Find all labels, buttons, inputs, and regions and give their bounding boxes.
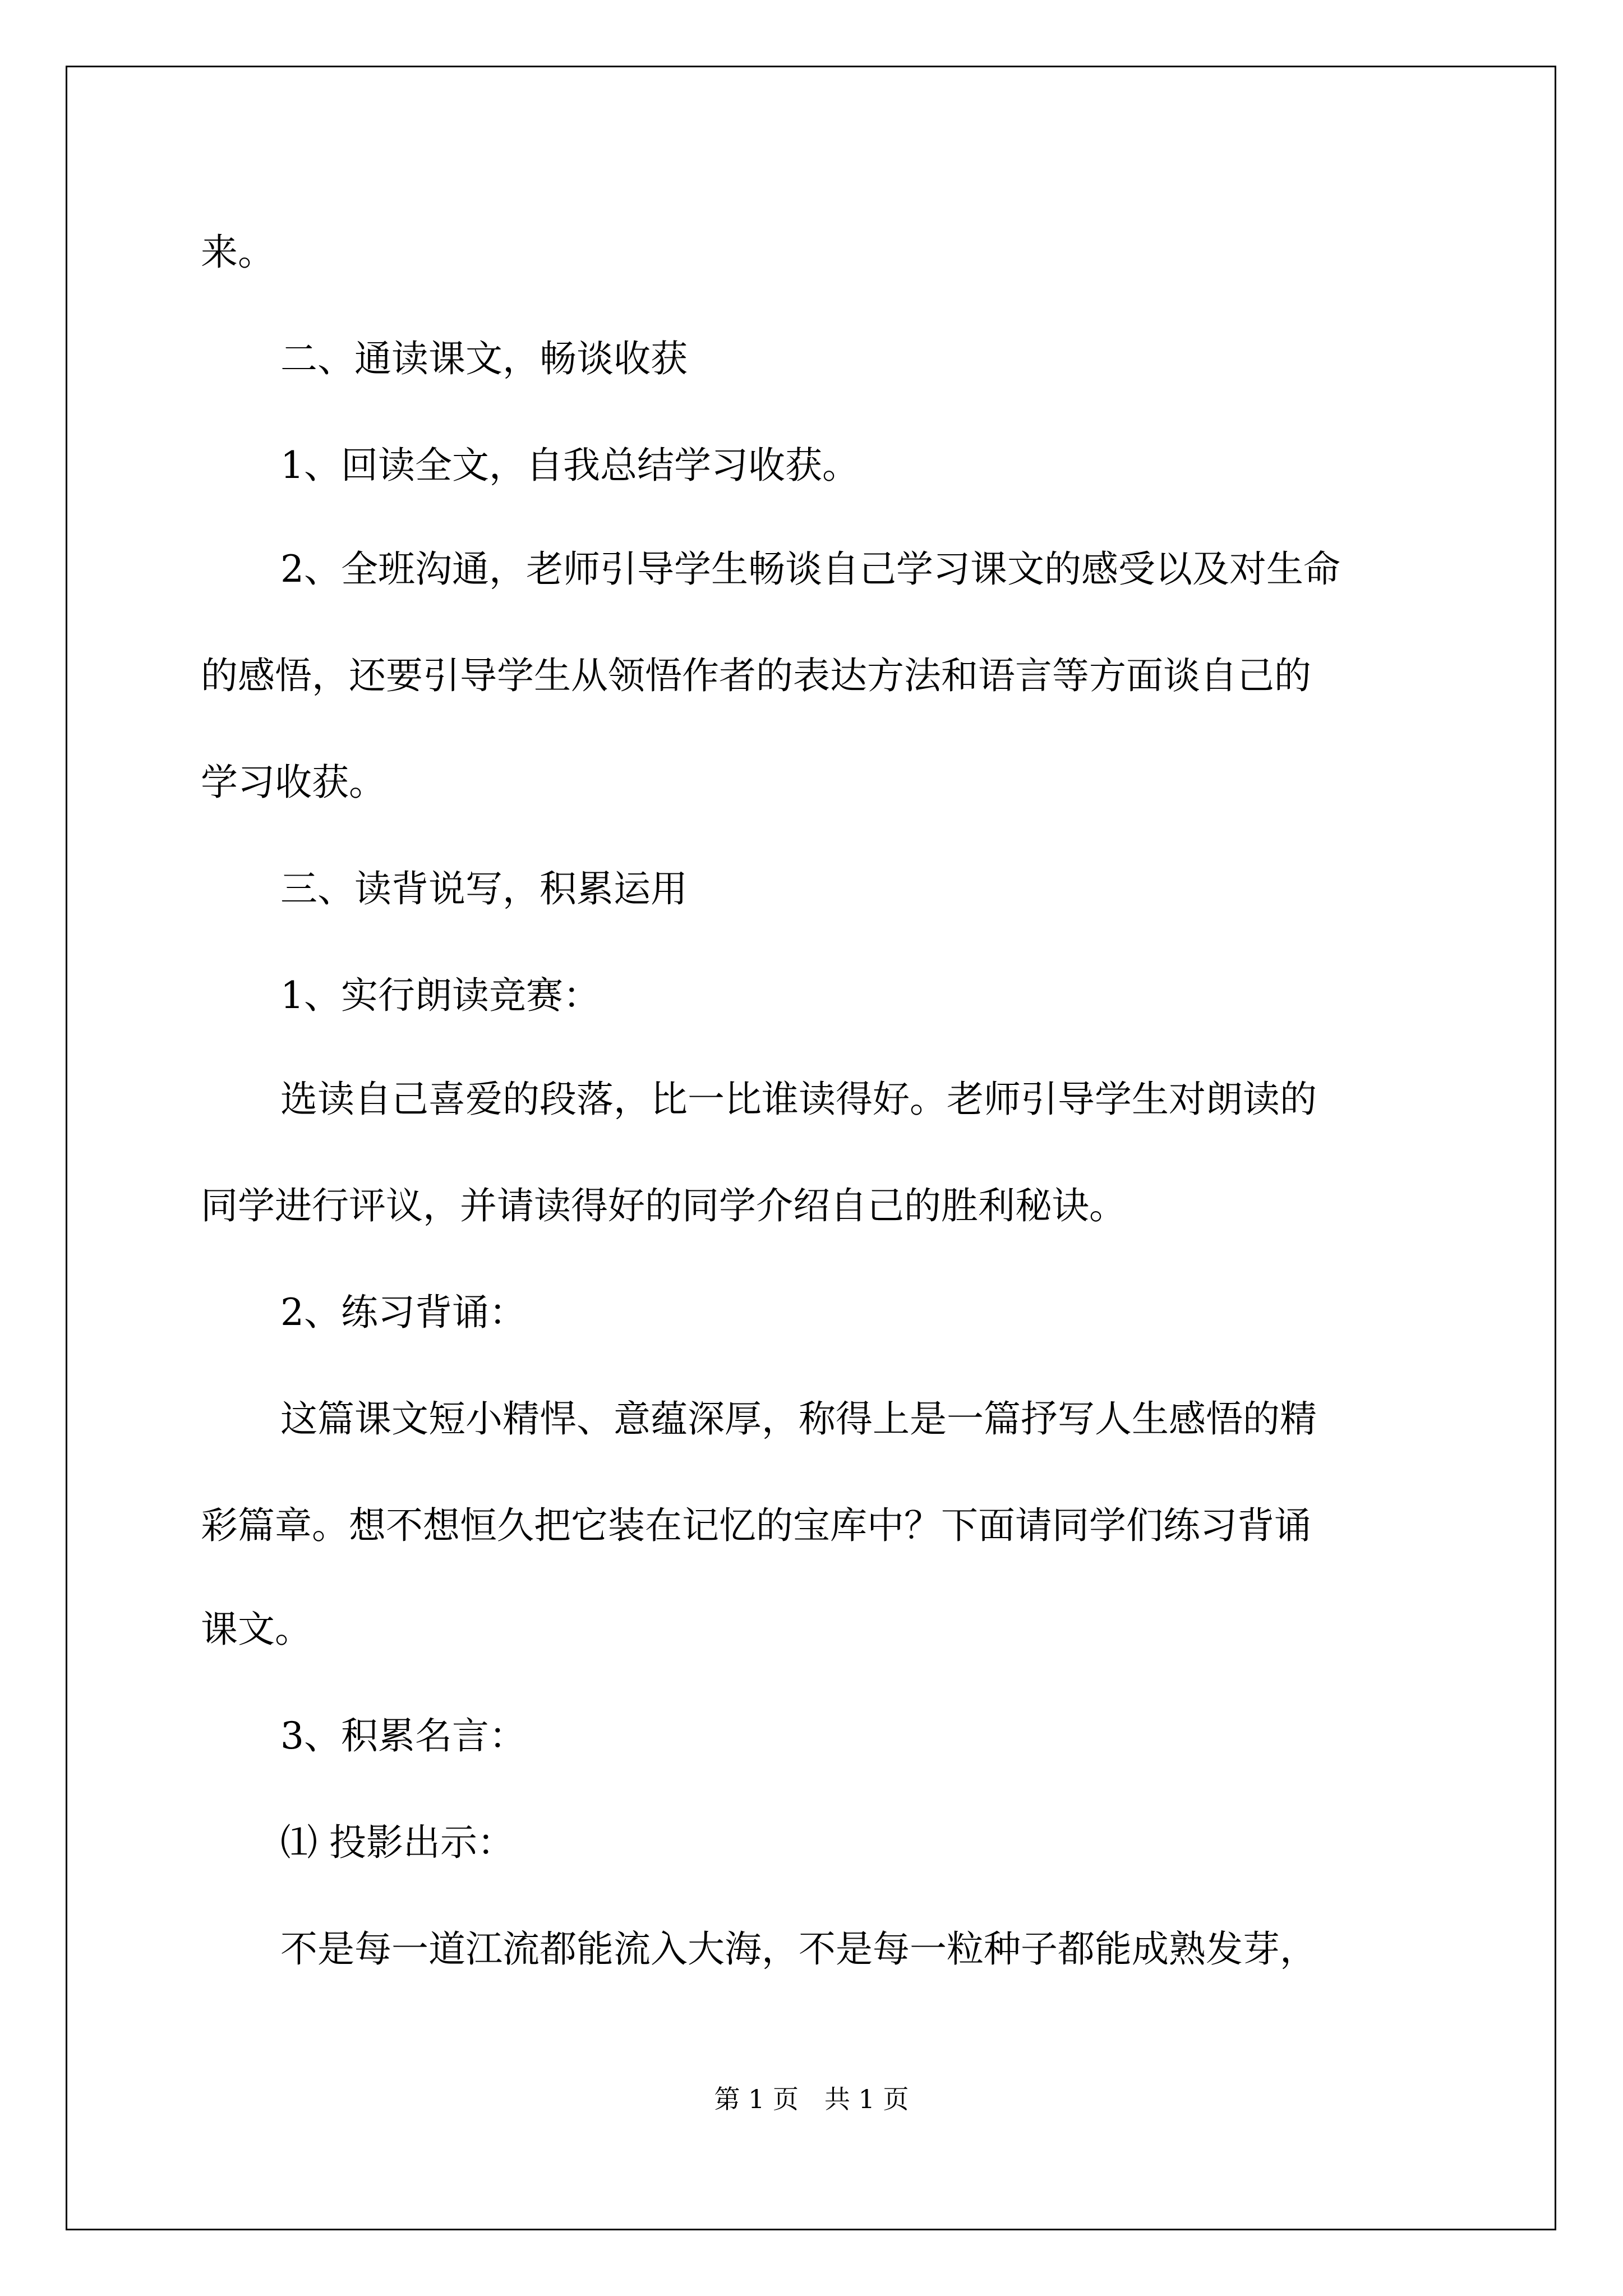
text-line: 彩篇章。想不想恒久把它装在记忆的宝库中？下面请同学们练习背诵 bbox=[201, 1504, 1311, 1547]
text-line: 这篇课文短小精悍、意蕴深厚，称得上是一篇抒写人生感悟的精 bbox=[280, 1397, 1317, 1441]
section-heading: 三、读背说写，积累运用 bbox=[280, 867, 688, 910]
text-line: 课文。 bbox=[201, 1608, 312, 1651]
text-line: 2、全班沟通，老师引导学生畅谈自己学习课文的感受以及对生命 bbox=[280, 547, 1340, 591]
page-number-footer: 第 1 页 共 1 页 bbox=[714, 2084, 909, 2114]
text-line: ⑴ 投影出示： bbox=[280, 1821, 514, 1864]
text-line: 学习收获。 bbox=[201, 761, 386, 804]
text-line: 同学进行评议，并请读得好的同学介绍自己的胜利秘诀。 bbox=[201, 1184, 1126, 1227]
text-line: 3、积累名言： bbox=[280, 1714, 526, 1757]
page-border bbox=[66, 66, 1556, 2230]
text-line: 1、实行朗读竞赛： bbox=[280, 974, 600, 1017]
text-line: 2、练习背诵： bbox=[280, 1291, 526, 1334]
text-line: 不是每一道江流都能流入大海，不是每一粒种子都能成熟发芽， bbox=[280, 1927, 1317, 1971]
text-line: 的感悟，还要引导学生从领悟作者的表达方法和语言等方面谈自己的 bbox=[201, 654, 1311, 697]
text-line: 选读自己喜爱的段落，比一比谁读得好。老师引导学生对朗读的 bbox=[280, 1078, 1317, 1121]
text-line: 1、回读全文，自我总结学习收获。 bbox=[280, 444, 859, 487]
section-heading: 二、通读课文，畅谈收获 bbox=[280, 337, 688, 380]
text-line: 来。 bbox=[201, 231, 275, 274]
